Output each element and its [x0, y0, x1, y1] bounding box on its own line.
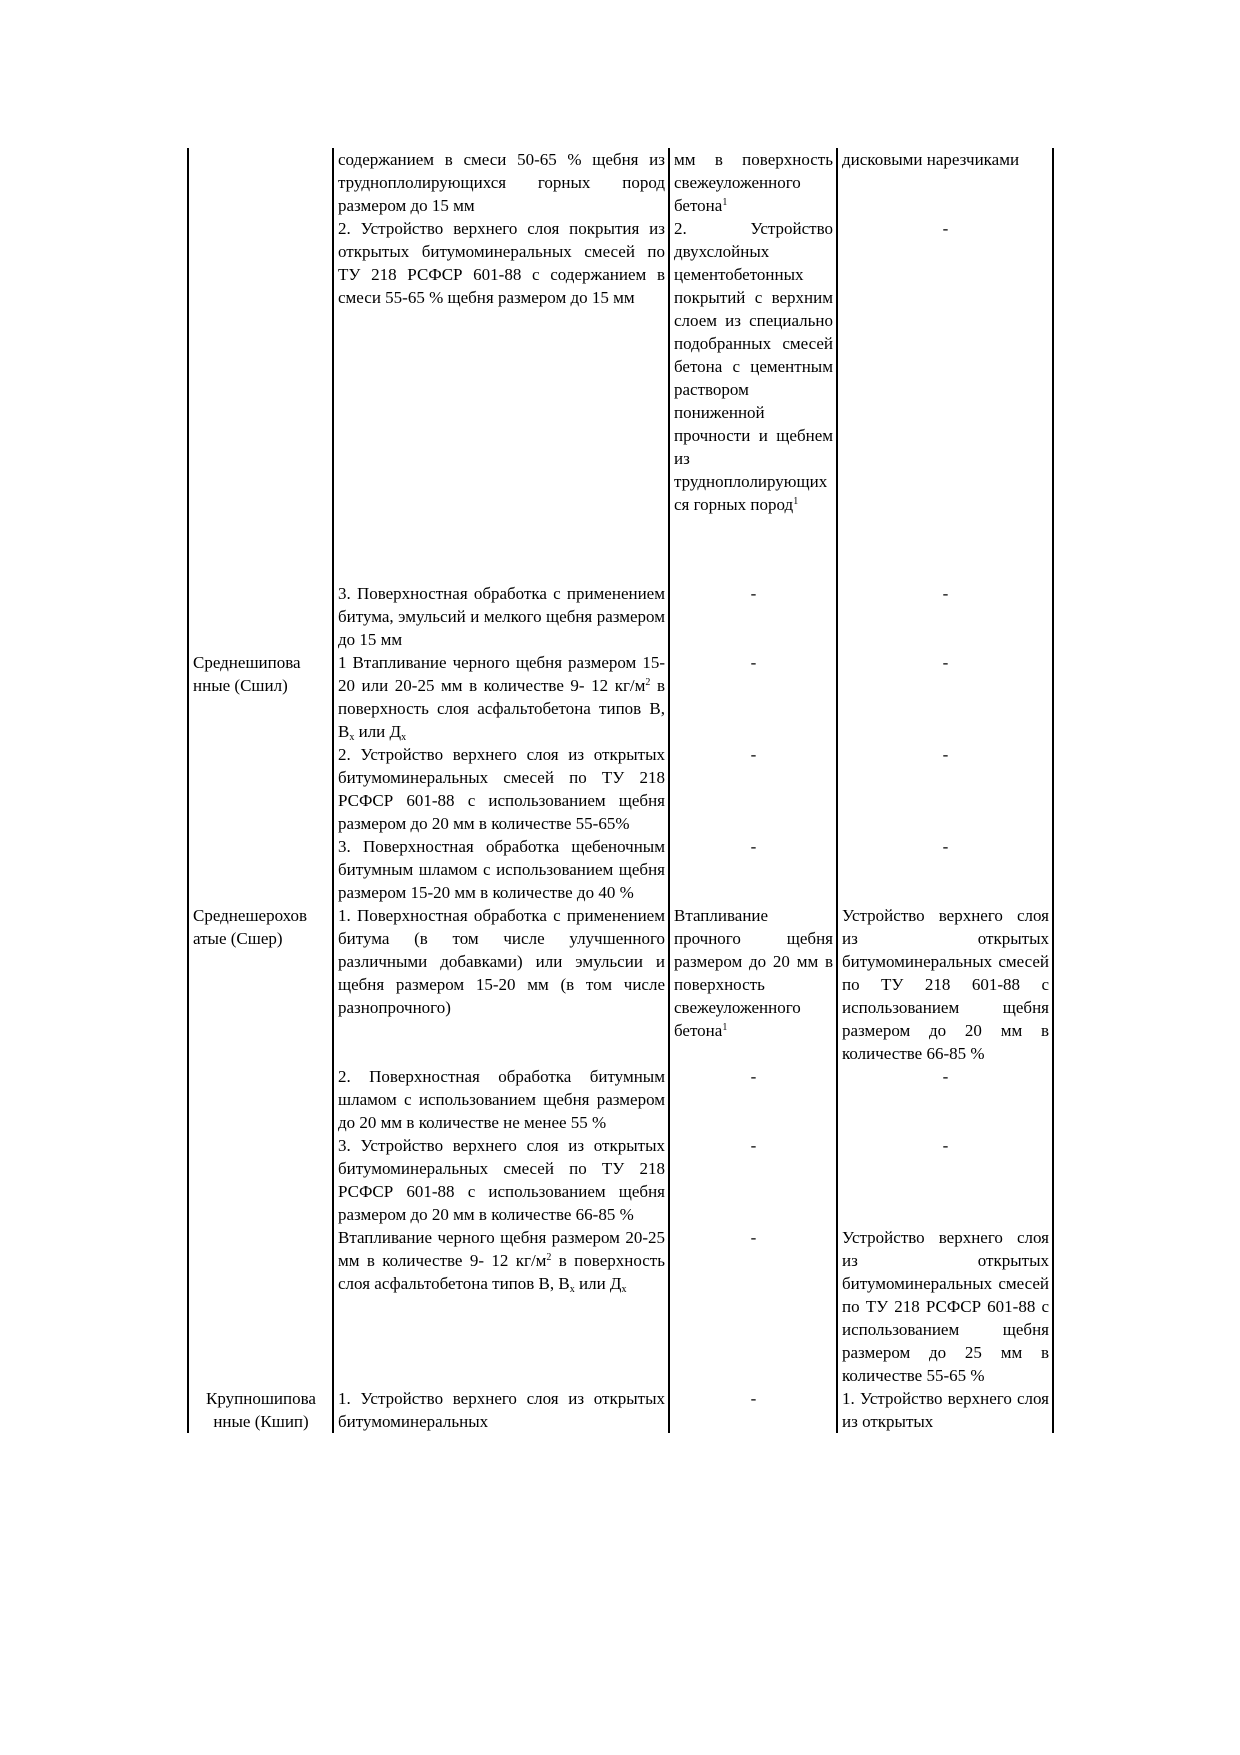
table-row: [188, 582, 1053, 651]
asphalt-method-cell: 1. Устройство верхнего слоя из открытых битумоминеральных: [333, 1387, 669, 1433]
surface-type-cell: [188, 835, 333, 904]
table-row: [188, 1226, 1053, 1387]
asphalt-method-cell: 3. Поверхностная обработка щебеночным битумным шламом с использованием щебня размером 15-20 мм в количестве до 40 %: [333, 835, 669, 904]
other-method-cell: Устройство верхнего слоя из открытых битумоминеральных смесей по ТУ 218 РСФСР 601-88 с использованием щебня размером до 25 мм в количестве 55-65 %: [837, 1226, 1053, 1387]
dash-value: -: [669, 651, 837, 743]
dash-value: -: [837, 1065, 1053, 1134]
asphalt-method-cell: [333, 148, 669, 582]
dash-value: -: [669, 743, 837, 835]
footnote-mark: 1: [722, 1022, 728, 1033]
dash-value: -: [837, 835, 1053, 904]
surface-type-cell: [188, 743, 333, 835]
table-row: [188, 148, 1053, 582]
dash-value: -: [669, 1387, 837, 1433]
surface-type-cell: [188, 148, 333, 582]
table-row: [188, 1387, 1053, 1433]
table-row: [188, 651, 1053, 743]
road-surface-table: [187, 148, 1054, 1433]
table-row: [188, 743, 1053, 835]
other-method-cell: Устройство верхнего слоя из открытых битумоминеральных смесей по ТУ 218 601-88 с использованием щебня размером до 20 мм в количестве 66-85 %: [837, 904, 1053, 1065]
asphalt-method-cell: Втапливание черного щебня размером 20-25 мм в количестве 9- 12 $кг/м^2$ в поверхность слоя асфальтобетона типов В, $В_х$ или $Д_х$: [333, 1226, 669, 1387]
dash-value: -: [837, 743, 1053, 835]
dash-value: -: [669, 835, 837, 904]
method-text: дисковыми нарезчиками: [842, 150, 1020, 169]
surface-type-cell: [188, 582, 333, 651]
asphalt-method-cell: 2. Поверхностная обработка битумным шламом с использованием щебня размером до 20 мм в количестве не менее 55 %: [333, 1065, 669, 1134]
method-text: 2. Устройство верхнего слоя покрытия из открытых битумоминеральных смесей по ТУ 218 РСФСР 601-88 с содержанием в смеси 55-65 % щебня размером до 15 мм: [338, 219, 665, 307]
other-method-cell: [837, 148, 1053, 582]
dash-value: -: [942, 219, 949, 238]
asphalt-method-cell: 2. Устройство верхнего слоя из открытых битумоминеральных смесей по ТУ 218 РСФСР 601-88 с использованием щебня размером до 20 мм в количестве 55-65%: [333, 743, 669, 835]
concrete-method-cell: Втапливание прочного щебня размером до 20 мм в поверхность свежеуложенного бетона$^1$: [669, 904, 837, 1065]
footnote-mark: 1: [793, 496, 799, 507]
asphalt-method-cell: 3. Поверхностная обработка с применением битума, эмульсий и мелкого щебня размером до 15 мм: [333, 582, 669, 651]
other-method-cell: 1. Устройство верхнего слоя из открытых: [837, 1387, 1053, 1433]
method-text: содержанием в смеси 50-65 % щебня из трудноплолирующихся горных пород размером до 15 мм: [338, 150, 665, 215]
asphalt-method-cell: 3. Устройство верхнего слоя из открытых битумоминеральных смесей по ТУ 218 РСФСР 601-88 с использованием щебня размером до 20 мм в количестве 66-85 %: [333, 1134, 669, 1226]
dash-value: -: [669, 1134, 837, 1226]
table-row: [188, 835, 1053, 904]
dash-value: -: [837, 651, 1053, 743]
dash-value: -: [669, 1065, 837, 1134]
surface-type-cell: [188, 1134, 333, 1226]
dash-value: -: [837, 582, 1053, 651]
surface-type-cell: Среднешерохов атые (Сшер): [188, 904, 333, 1065]
dash-value: -: [669, 1226, 837, 1387]
surface-type-cell: [188, 1065, 333, 1134]
method-text: мм в поверхность свежеуложенного бетона$^1$: [674, 150, 833, 215]
concrete-method-cell: [669, 148, 837, 582]
asphalt-method-cell: 1. Поверхностная обработка с применением битума (в том числе улучшенного различными добавками) или эмульсии и щебня размером 15-20 мм (в том числе разнопрочного): [333, 904, 669, 1065]
table-row: [188, 904, 1053, 1065]
asphalt-method-cell: 1 Втапливание черного щебня размером 15-20 или 20-25 мм в количестве 9- 12 $кг/м^2$ в поверхность слоя асфальтобетона типов В, $В_х$ или $Д_х$: [333, 651, 669, 743]
surface-type-cell: [188, 1226, 333, 1387]
table-row: [188, 1134, 1053, 1226]
table-row: [188, 1065, 1053, 1134]
surface-type-cell: Среднешипова нные (Сшил): [188, 651, 333, 743]
surface-type-cell: Крупношипова нные (Кшип): [188, 1387, 333, 1433]
dash-value: -: [837, 1134, 1053, 1226]
dash-value: -: [669, 582, 837, 651]
footnote-mark: 1: [722, 197, 728, 208]
method-text: 2. Устройство двухслойных цементобетонных покрытий с верхним слоем из специально подобранных смесей бетона с цементным раствором пониженной прочности и щебнем из трудноплолирующихся горных пород$^1$: [674, 219, 833, 514]
